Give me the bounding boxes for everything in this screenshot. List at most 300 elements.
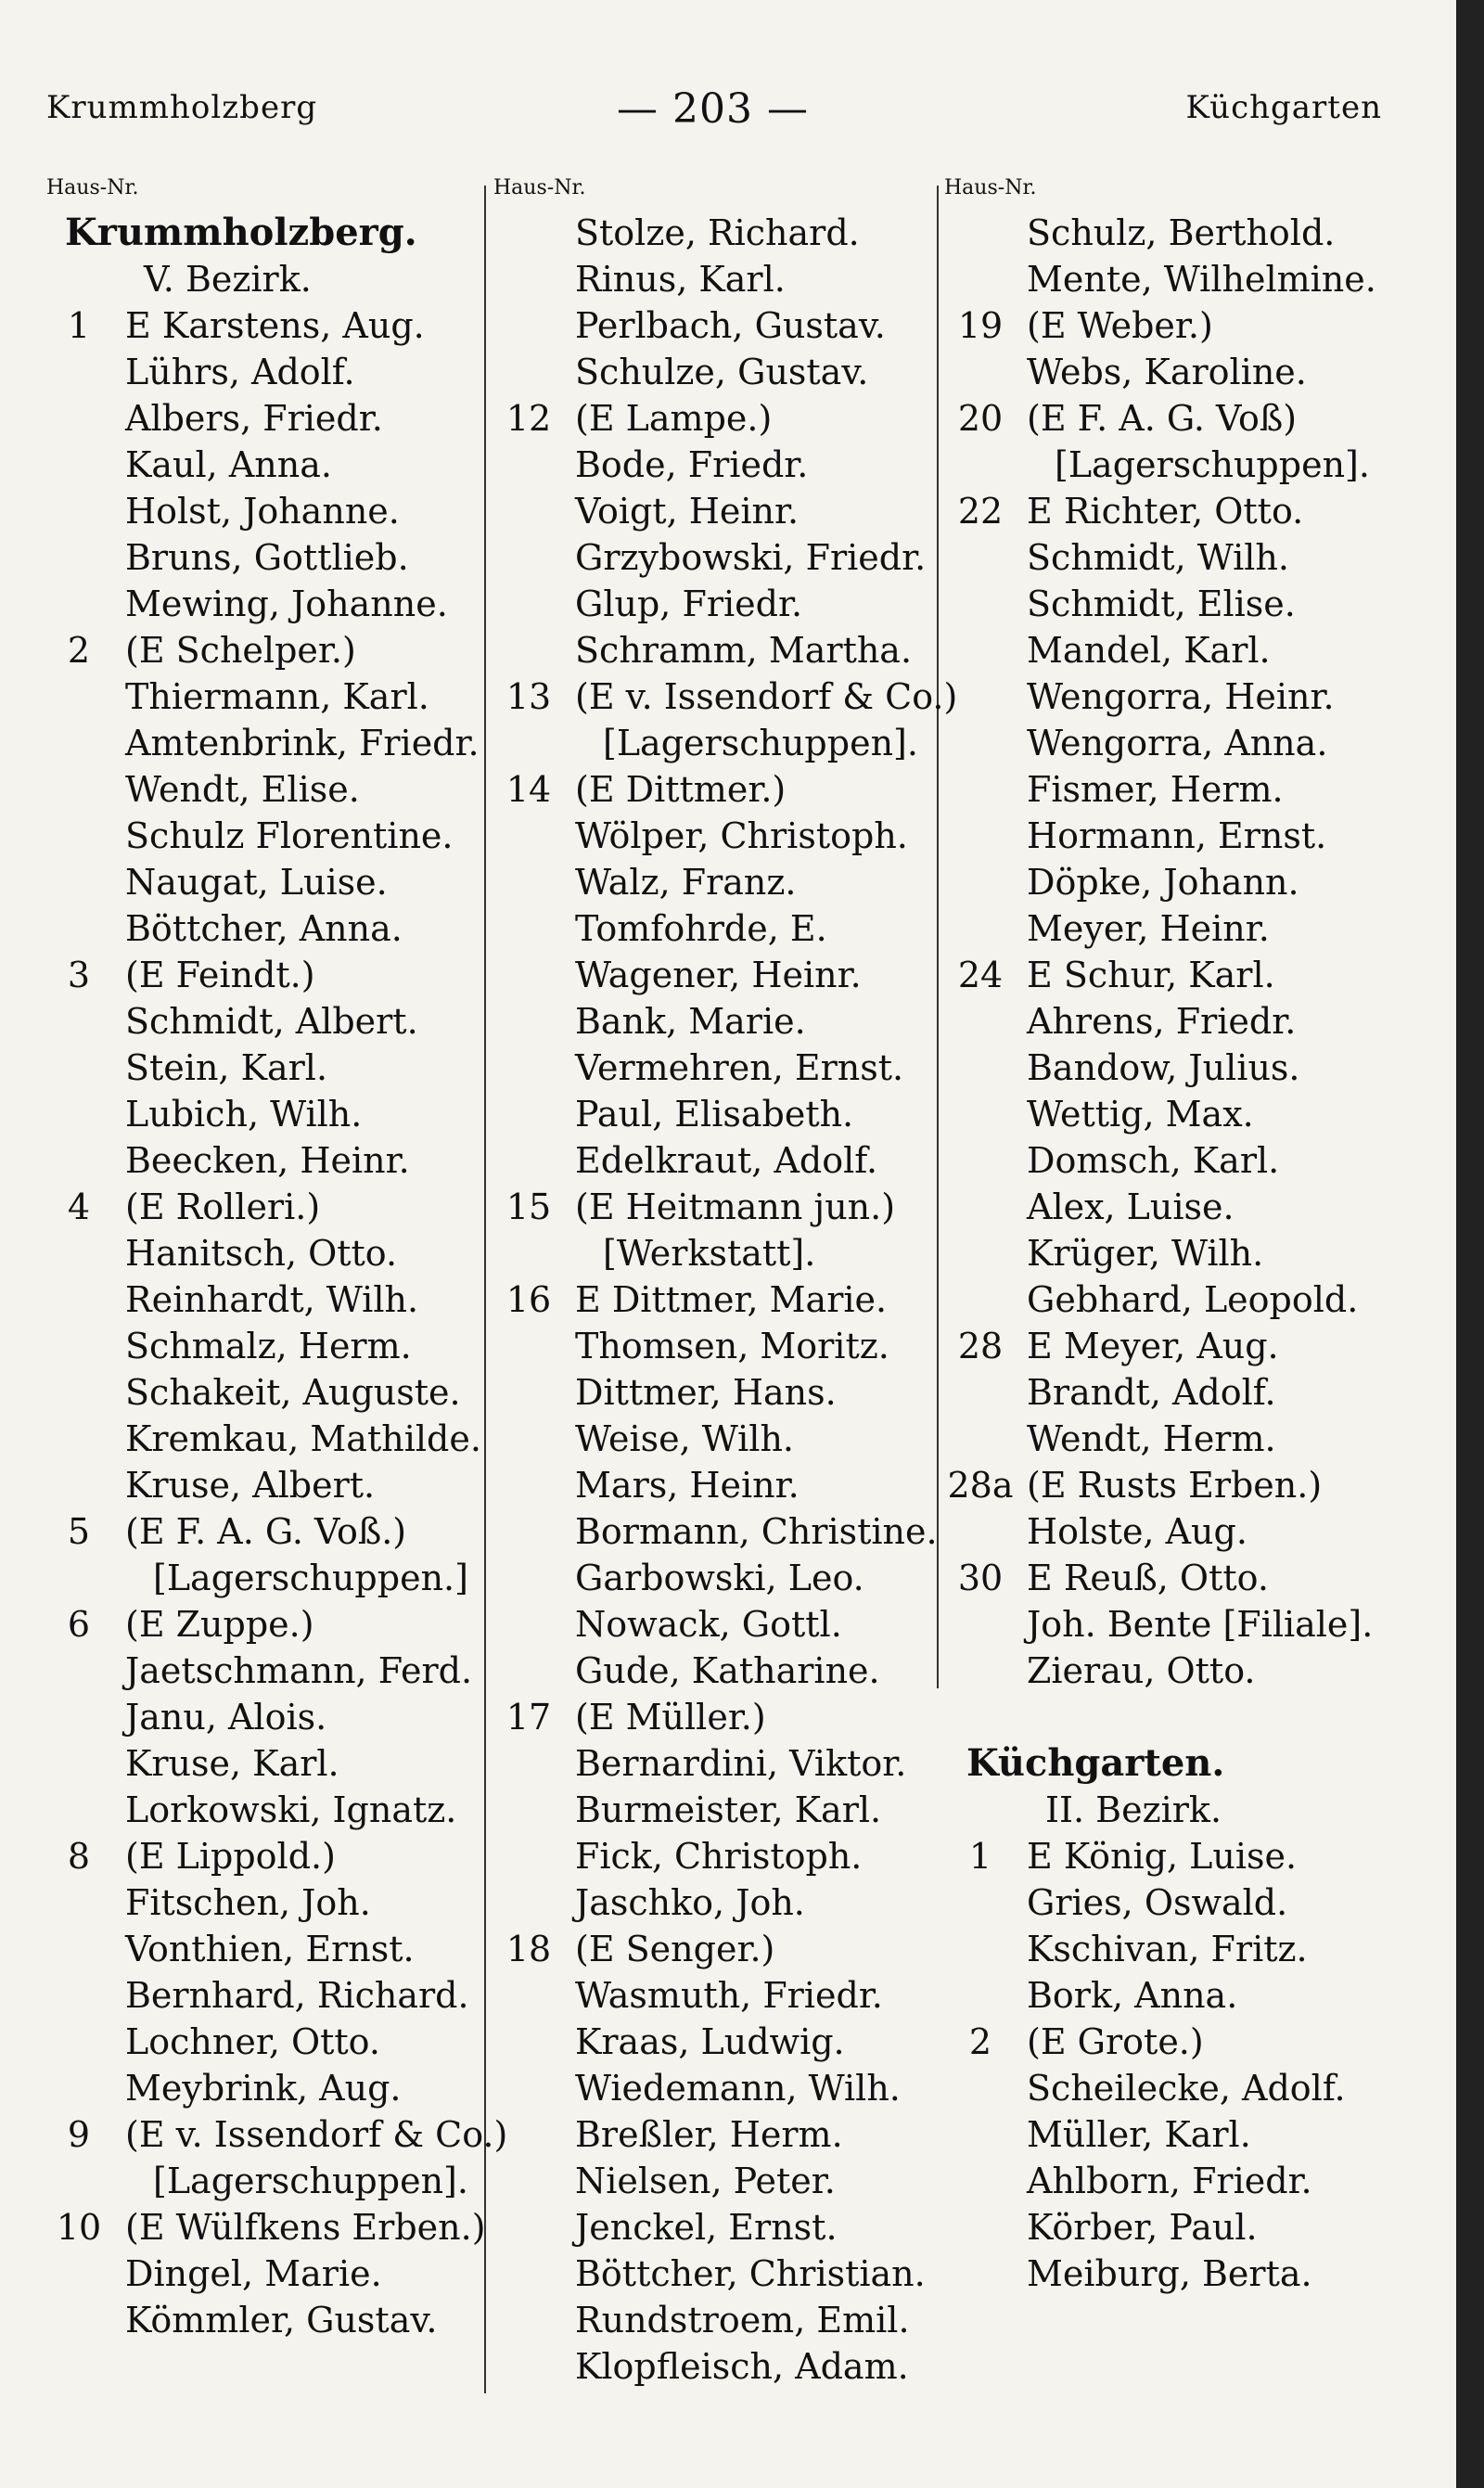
directory-entry bbox=[939, 2111, 1439, 2158]
directory-entry bbox=[37, 1601, 492, 1648]
directory-entry bbox=[939, 488, 1439, 534]
directory-entry bbox=[37, 813, 492, 859]
resident-name: Walz, Franz. bbox=[575, 862, 797, 903]
directory-entry bbox=[939, 349, 1439, 395]
resident-name: Bormann, Christine. bbox=[575, 1511, 938, 1552]
directory-entry bbox=[37, 581, 492, 627]
resident-name: Albers, Friedr. bbox=[125, 398, 383, 439]
directory-column-2 bbox=[487, 210, 958, 2390]
resident-name: Kraas, Ludwig. bbox=[575, 2021, 845, 2062]
directory-entry bbox=[37, 2111, 508, 2158]
resident-name: Weise, Wilh. bbox=[575, 1418, 794, 1459]
directory-entry bbox=[487, 1555, 941, 1601]
resident-name: [Lagerschuppen.] bbox=[153, 1558, 468, 1598]
resident-name: Krüger, Wilh. bbox=[1027, 1233, 1264, 1274]
directory-entry bbox=[487, 1137, 941, 1184]
resident-name: (E v. Issendorf & Co.) bbox=[125, 2114, 508, 2155]
resident-name: Garbowski, Leo. bbox=[575, 1558, 864, 1598]
directory-entry bbox=[37, 627, 492, 673]
directory-entry bbox=[939, 1323, 1439, 1369]
resident-name: Bandow, Julius. bbox=[1027, 1047, 1300, 1088]
resident-name: Meyer, Heinr. bbox=[1027, 908, 1270, 949]
directory-entry bbox=[939, 2019, 1439, 2065]
directory-entry bbox=[37, 1137, 492, 1184]
directory-entry bbox=[939, 1648, 1439, 1694]
page-edge bbox=[1456, 0, 1484, 2488]
resident-name: E Schur, Karl. bbox=[1027, 955, 1275, 995]
house-number: 6 bbox=[67, 1604, 91, 1645]
directory-entry bbox=[939, 1045, 1439, 1091]
resident-name: Mandel, Karl. bbox=[1027, 630, 1271, 671]
directory-entry bbox=[487, 581, 941, 627]
directory-entry bbox=[939, 210, 1439, 256]
directory-entry bbox=[487, 256, 941, 302]
resident-name: [Lagerschuppen]. bbox=[1055, 444, 1370, 485]
house-number: 5 bbox=[67, 1511, 91, 1552]
directory-entry bbox=[37, 256, 492, 302]
resident-name: Naugat, Luise. bbox=[125, 862, 388, 903]
directory-entry bbox=[37, 1323, 492, 1369]
directory-entry bbox=[487, 442, 941, 488]
resident-name: Bruns, Gottlieb. bbox=[125, 537, 409, 578]
house-number: 3 bbox=[67, 955, 91, 995]
resident-name: Domsch, Karl. bbox=[1027, 1140, 1280, 1181]
running-head-left: Krummholzberg bbox=[46, 89, 318, 126]
directory-entry bbox=[487, 1184, 941, 1230]
resident-name: Wendt, Herm. bbox=[1027, 1418, 1276, 1459]
house-number: 24 bbox=[957, 955, 1004, 995]
house-number: 12 bbox=[505, 398, 552, 439]
resident-name: (E F. A. G. Voß) bbox=[1027, 398, 1298, 439]
directory-entry bbox=[37, 1091, 492, 1137]
directory-entry bbox=[37, 534, 492, 581]
directory-entry bbox=[37, 2158, 492, 2204]
resident-name: Kaul, Anna. bbox=[125, 444, 332, 485]
directory-entry bbox=[487, 720, 941, 766]
resident-name: Wengorra, Anna. bbox=[1027, 723, 1328, 763]
resident-name: Reinhardt, Wilh. bbox=[125, 1279, 419, 1320]
resident-name: Tomfohrde, E. bbox=[575, 908, 827, 949]
directory-entry bbox=[487, 673, 958, 720]
resident-name: Nielsen, Peter. bbox=[575, 2161, 836, 2201]
resident-name: (E Lippold.) bbox=[125, 1836, 336, 1877]
resident-name: Glup, Friedr. bbox=[575, 584, 803, 624]
directory-entry bbox=[37, 2297, 492, 2343]
street-heading: Küchgarten. bbox=[966, 1741, 1225, 1785]
directory-entry bbox=[939, 998, 1439, 1045]
directory-entry bbox=[939, 2065, 1439, 2111]
resident-name: (E Dittmer.) bbox=[575, 769, 787, 810]
resident-name: [Lagerschuppen]. bbox=[603, 723, 918, 763]
directory-entry bbox=[37, 2065, 492, 2111]
directory-entry bbox=[487, 534, 941, 581]
resident-name: Kömmler, Gustav. bbox=[125, 2300, 438, 2341]
directory-entry bbox=[939, 256, 1439, 302]
directory-entry bbox=[939, 720, 1439, 766]
street-heading: Krummholzberg. bbox=[65, 211, 417, 254]
directory-entry bbox=[37, 905, 492, 952]
house-number: 20 bbox=[957, 398, 1004, 439]
resident-name: Vermehren, Ernst. bbox=[575, 1047, 904, 1088]
directory-entry bbox=[939, 1091, 1439, 1137]
directory-entry bbox=[487, 2343, 941, 2390]
directory-entry bbox=[37, 1694, 492, 1740]
directory-entry bbox=[487, 210, 941, 256]
directory-entry bbox=[939, 1184, 1439, 1230]
house-number: 14 bbox=[505, 769, 552, 810]
directory-entry bbox=[939, 859, 1439, 905]
directory-entry bbox=[939, 1787, 1439, 1833]
resident-name: Wettig, Max. bbox=[1027, 1094, 1254, 1135]
resident-name: Jaschko, Joh. bbox=[575, 1882, 805, 1923]
resident-name: Mente, Wilhelmine. bbox=[1027, 259, 1376, 300]
house-number: 1 bbox=[968, 1836, 992, 1877]
directory-entry bbox=[939, 1230, 1439, 1276]
resident-name: Bernhard, Richard. bbox=[125, 1975, 469, 2016]
directory-entry bbox=[939, 1601, 1439, 1648]
directory-entry bbox=[487, 1462, 941, 1508]
resident-name: E König, Luise. bbox=[1027, 1836, 1298, 1877]
house-number: 28a bbox=[947, 1465, 1014, 1506]
page-number: — 203 — bbox=[617, 85, 809, 133]
directory-entry bbox=[487, 1276, 941, 1323]
directory-entry bbox=[487, 1879, 941, 1926]
resident-name: Wasmuth, Friedr. bbox=[575, 1975, 883, 2016]
directory-entry bbox=[37, 302, 492, 349]
resident-name: (E Rusts Erben.) bbox=[1027, 1465, 1323, 1506]
resident-name: Schmidt, Wilh. bbox=[1027, 537, 1289, 578]
resident-name: Böttcher, Christian. bbox=[575, 2253, 926, 2294]
directory-entry bbox=[487, 1926, 941, 1972]
resident-name: (E Feindt.) bbox=[125, 955, 315, 995]
directory-entry bbox=[487, 998, 941, 1045]
resident-name: Lubich, Wilh. bbox=[125, 1094, 363, 1135]
resident-name: Joh. Bente [Filiale]. bbox=[1027, 1604, 1374, 1645]
directory-entry bbox=[939, 2204, 1439, 2251]
resident-name: Rundstroem, Emil. bbox=[575, 2300, 910, 2341]
resident-name: Wölper, Christoph. bbox=[575, 815, 908, 856]
directory-entry bbox=[487, 1787, 941, 1833]
directory-entry bbox=[37, 673, 492, 720]
resident-name: Schmidt, Elise. bbox=[1027, 584, 1296, 624]
directory-entry bbox=[487, 395, 941, 442]
house-number: 13 bbox=[505, 676, 552, 717]
resident-name: Dingel, Marie. bbox=[125, 2253, 382, 2294]
resident-name: (E F. A. G. Voß.) bbox=[125, 1511, 407, 1552]
directory-entry bbox=[487, 2158, 941, 2204]
resident-name: Mewing, Johanne. bbox=[125, 584, 448, 624]
resident-name: Bernardini, Viktor. bbox=[575, 1743, 907, 1784]
resident-name: Beecken, Heinr. bbox=[125, 1140, 410, 1181]
directory-column-1 bbox=[37, 210, 508, 2343]
directory-entry bbox=[37, 1555, 492, 1601]
directory-entry bbox=[37, 859, 492, 905]
resident-name: Schmalz, Herm. bbox=[125, 1326, 412, 1366]
directory-entry bbox=[37, 1184, 492, 1230]
directory-entry bbox=[939, 2251, 1439, 2297]
directory-entry bbox=[487, 1740, 941, 1787]
resident-name: Döpke, Johann. bbox=[1027, 862, 1299, 903]
directory-entry bbox=[37, 2204, 492, 2251]
resident-name: Mars, Heinr. bbox=[575, 1465, 800, 1506]
resident-name: Kruse, Karl. bbox=[125, 1743, 339, 1784]
directory-entry bbox=[939, 1555, 1439, 1601]
directory-entry bbox=[37, 1787, 492, 1833]
resident-name: Ahlborn, Friedr. bbox=[1027, 2161, 1312, 2201]
directory-entry bbox=[37, 1230, 492, 1276]
resident-name: Körber, Paul. bbox=[1027, 2207, 1258, 2248]
resident-name: Meybrink, Aug. bbox=[125, 2068, 402, 2109]
resident-name: Schakeit, Auguste. bbox=[125, 1372, 461, 1413]
resident-name: Jaetschmann, Ferd. bbox=[125, 1650, 473, 1691]
resident-name: Holste, Aug. bbox=[1027, 1511, 1247, 1552]
directory-entry bbox=[487, 813, 941, 859]
column-label-1: Haus-Nr. bbox=[46, 176, 139, 199]
directory-entry bbox=[487, 905, 941, 952]
resident-name: Lochner, Otto. bbox=[125, 2021, 380, 2062]
resident-name: (E Heitmann jun.) bbox=[575, 1186, 896, 1227]
house-number: 2 bbox=[968, 2021, 992, 2062]
resident-name: Gude, Katharine. bbox=[575, 1650, 880, 1691]
resident-name: Thomsen, Moritz. bbox=[575, 1326, 889, 1366]
directory-entry bbox=[37, 1045, 492, 1091]
resident-name: Thiermann, Karl. bbox=[125, 676, 429, 717]
directory-entry bbox=[487, 1416, 941, 1462]
directory-entry bbox=[37, 720, 492, 766]
house-number: 8 bbox=[67, 1836, 91, 1877]
directory-entry bbox=[939, 534, 1439, 581]
directory-entry bbox=[487, 349, 941, 395]
resident-name: Bank, Marie. bbox=[575, 1001, 806, 1042]
directory-entry bbox=[487, 488, 941, 534]
resident-name: Perlbach, Gustav. bbox=[575, 305, 886, 346]
resident-name: (E Rolleri.) bbox=[125, 1186, 321, 1227]
resident-name: Jenckel, Ernst. bbox=[575, 2207, 838, 2248]
directory-entry bbox=[939, 2158, 1439, 2204]
directory-entry bbox=[939, 1416, 1439, 1462]
directory-entry bbox=[37, 1369, 492, 1416]
house-number: 1 bbox=[67, 305, 91, 346]
directory-entry bbox=[37, 998, 492, 1045]
resident-name: Brandt, Adolf. bbox=[1027, 1372, 1276, 1413]
directory-entry bbox=[37, 395, 492, 442]
resident-name: Klopfleisch, Adam. bbox=[575, 2346, 909, 2387]
resident-name: Voigt, Heinr. bbox=[575, 491, 800, 532]
resident-name: Lorkowski, Ignatz. bbox=[125, 1789, 457, 1830]
resident-name: Hormann, Ernst. bbox=[1027, 815, 1327, 856]
house-number: 28 bbox=[957, 1326, 1004, 1366]
directory-entry bbox=[939, 302, 1439, 349]
house-number: 18 bbox=[505, 1929, 552, 1969]
directory-entry bbox=[939, 442, 1439, 488]
resident-name: Amtenbrink, Friedr. bbox=[125, 723, 480, 763]
directory-entry bbox=[939, 1369, 1439, 1416]
resident-name: Stolze, Richard. bbox=[575, 212, 860, 253]
resident-name: E Karstens, Aug. bbox=[125, 305, 425, 346]
resident-name: Stein, Karl. bbox=[125, 1047, 328, 1088]
house-number: 22 bbox=[957, 491, 1004, 532]
directory-entry bbox=[487, 766, 941, 813]
resident-name: E Dittmer, Marie. bbox=[575, 1279, 888, 1320]
resident-name: Rinus, Karl. bbox=[575, 259, 786, 300]
house-number: 15 bbox=[505, 1186, 552, 1227]
directory-entry bbox=[37, 1926, 492, 1972]
house-number: 30 bbox=[957, 1558, 1004, 1598]
directory-entry bbox=[487, 2251, 941, 2297]
resident-name: E Richter, Otto. bbox=[1027, 491, 1304, 532]
directory-entry bbox=[37, 349, 492, 395]
resident-name: Hanitsch, Otto. bbox=[125, 1233, 398, 1274]
resident-name: (E Schelper.) bbox=[125, 630, 356, 671]
resident-name: [Lagerschuppen]. bbox=[153, 2161, 468, 2201]
directory-entry bbox=[487, 1091, 941, 1137]
resident-name: Gebhard, Leopold. bbox=[1027, 1279, 1359, 1320]
directory-entry bbox=[939, 952, 1439, 998]
directory-entry bbox=[37, 2251, 492, 2297]
resident-name: Bode, Friedr. bbox=[575, 444, 809, 485]
resident-name: Edelkraut, Adolf. bbox=[575, 1140, 878, 1181]
directory-entry bbox=[37, 1740, 492, 1787]
directory-entry bbox=[487, 1648, 941, 1694]
resident-name: E Reuß, Otto. bbox=[1027, 1558, 1269, 1598]
resident-name: Burmeister, Karl. bbox=[575, 1789, 882, 1830]
resident-name: (E Senger.) bbox=[575, 1929, 775, 1969]
directory-column-3 bbox=[939, 210, 1439, 2297]
directory-entry bbox=[37, 1462, 492, 1508]
column-label-3: Haus-Nr. bbox=[944, 176, 1037, 199]
directory-entry bbox=[37, 1508, 492, 1555]
directory-entry bbox=[939, 1276, 1439, 1323]
directory-entry bbox=[487, 2111, 941, 2158]
directory-entry bbox=[487, 1972, 941, 2019]
house-number: 10 bbox=[56, 2207, 102, 2248]
directory-entry bbox=[37, 442, 492, 488]
resident-name: Meiburg, Berta. bbox=[1027, 2253, 1312, 2294]
directory-entry bbox=[939, 581, 1439, 627]
district-label: II. Bezirk. bbox=[1045, 1789, 1222, 1830]
resident-name: Paul, Elisabeth. bbox=[575, 1094, 854, 1135]
house-number: 19 bbox=[957, 305, 1004, 346]
directory-entry bbox=[939, 395, 1439, 442]
resident-name: (E Lampe.) bbox=[575, 398, 773, 439]
directory-entry bbox=[37, 952, 492, 998]
directory-entry bbox=[487, 859, 941, 905]
directory-entry bbox=[487, 1601, 941, 1648]
resident-name: (E Wülfkens Erben.) bbox=[125, 2207, 486, 2248]
directory-entry bbox=[37, 488, 492, 534]
resident-name: Fick, Christoph. bbox=[575, 1836, 863, 1877]
directory-entry bbox=[487, 1045, 941, 1091]
directory-entry bbox=[939, 1926, 1439, 1972]
directory-entry bbox=[939, 813, 1439, 859]
directory-entry bbox=[939, 1462, 1439, 1508]
resident-name: Scheilecke, Adolf. bbox=[1027, 2068, 1346, 2109]
directory-entry bbox=[487, 2297, 941, 2343]
directory-entry bbox=[939, 627, 1439, 673]
directory-entry bbox=[487, 1694, 941, 1740]
directory-entry bbox=[939, 1137, 1439, 1184]
resident-name: Ahrens, Friedr. bbox=[1027, 1001, 1297, 1042]
resident-name: Kschivan, Fritz. bbox=[1027, 1929, 1308, 1969]
directory-entry bbox=[37, 1276, 492, 1323]
resident-name: Grzybowski, Friedr. bbox=[575, 537, 927, 578]
directory-entry bbox=[487, 2065, 941, 2111]
resident-name: Schramm, Martha. bbox=[575, 630, 913, 671]
directory-entry bbox=[37, 766, 492, 813]
resident-name: Alex, Luise. bbox=[1027, 1186, 1235, 1227]
resident-name: Schmidt, Albert. bbox=[125, 1001, 418, 1042]
directory-entry bbox=[487, 1323, 941, 1369]
house-number: 17 bbox=[505, 1697, 552, 1738]
house-number: 2 bbox=[67, 630, 91, 671]
resident-name: Kremkau, Mathilde. bbox=[125, 1418, 481, 1459]
resident-name: E Meyer, Aug. bbox=[1027, 1326, 1279, 1366]
resident-name: Müller, Karl. bbox=[1027, 2114, 1251, 2155]
resident-name: (E Grote.) bbox=[1027, 2021, 1204, 2062]
resident-name: Holst, Johanne. bbox=[125, 491, 400, 532]
resident-name: Schulz, Berthold. bbox=[1027, 212, 1336, 253]
directory-entry bbox=[37, 1416, 492, 1462]
resident-name: Fitschen, Joh. bbox=[125, 1882, 371, 1923]
resident-name: (E Müller.) bbox=[575, 1697, 766, 1738]
house-number: 16 bbox=[505, 1279, 552, 1320]
directory-entry bbox=[487, 302, 941, 349]
directory-entry bbox=[37, 210, 492, 256]
district-label: V. Bezirk. bbox=[144, 259, 312, 300]
directory-entry bbox=[939, 1508, 1439, 1555]
running-head-right: Küchgarten bbox=[1185, 89, 1382, 126]
directory-entry bbox=[37, 1972, 492, 2019]
house-number: 4 bbox=[67, 1186, 91, 1227]
resident-name: Janu, Alois. bbox=[125, 1697, 327, 1738]
resident-name: Wendt, Elise. bbox=[125, 769, 360, 810]
resident-name: Webs, Karoline. bbox=[1027, 352, 1307, 392]
resident-name: (E Zuppe.) bbox=[125, 1604, 314, 1645]
resident-name: Fismer, Herm. bbox=[1027, 769, 1284, 810]
directory-entry bbox=[487, 952, 941, 998]
directory-entry bbox=[939, 1833, 1439, 1879]
resident-name: Kruse, Albert. bbox=[125, 1465, 376, 1506]
directory-entry bbox=[487, 2204, 941, 2251]
directory-entry bbox=[487, 1230, 941, 1276]
directory-entry bbox=[939, 1879, 1439, 1926]
directory-entry bbox=[939, 766, 1439, 813]
directory-entry bbox=[37, 1648, 492, 1694]
directory-entry bbox=[487, 2019, 941, 2065]
directory-entry bbox=[939, 905, 1439, 952]
resident-name: Lührs, Adolf. bbox=[125, 352, 355, 392]
resident-name: Breßler, Herm. bbox=[575, 2114, 843, 2155]
resident-name: Wagener, Heinr. bbox=[575, 955, 862, 995]
resident-name: Vonthien, Ernst. bbox=[125, 1929, 415, 1969]
resident-name: Zierau, Otto. bbox=[1027, 1650, 1256, 1691]
resident-name: Schulz Florentine. bbox=[125, 815, 454, 856]
directory-entry bbox=[37, 1879, 492, 1926]
resident-name: Böttcher, Anna. bbox=[125, 908, 403, 949]
resident-name: Schulze, Gustav. bbox=[575, 352, 869, 392]
house-number: 9 bbox=[67, 2114, 91, 2155]
directory-entry bbox=[37, 1833, 492, 1879]
resident-name: Wiedemann, Wilh. bbox=[575, 2068, 901, 2109]
directory-entry bbox=[939, 673, 1439, 720]
directory-entry bbox=[939, 1694, 1439, 1787]
directory-entry bbox=[487, 1508, 941, 1555]
resident-name: Wengorra, Heinr. bbox=[1027, 676, 1335, 717]
resident-name: Nowack, Gottl. bbox=[575, 1604, 842, 1645]
resident-name: Bork, Anna. bbox=[1027, 1975, 1238, 2016]
resident-name: Dittmer, Hans. bbox=[575, 1372, 837, 1413]
directory-entry bbox=[939, 1972, 1439, 2019]
